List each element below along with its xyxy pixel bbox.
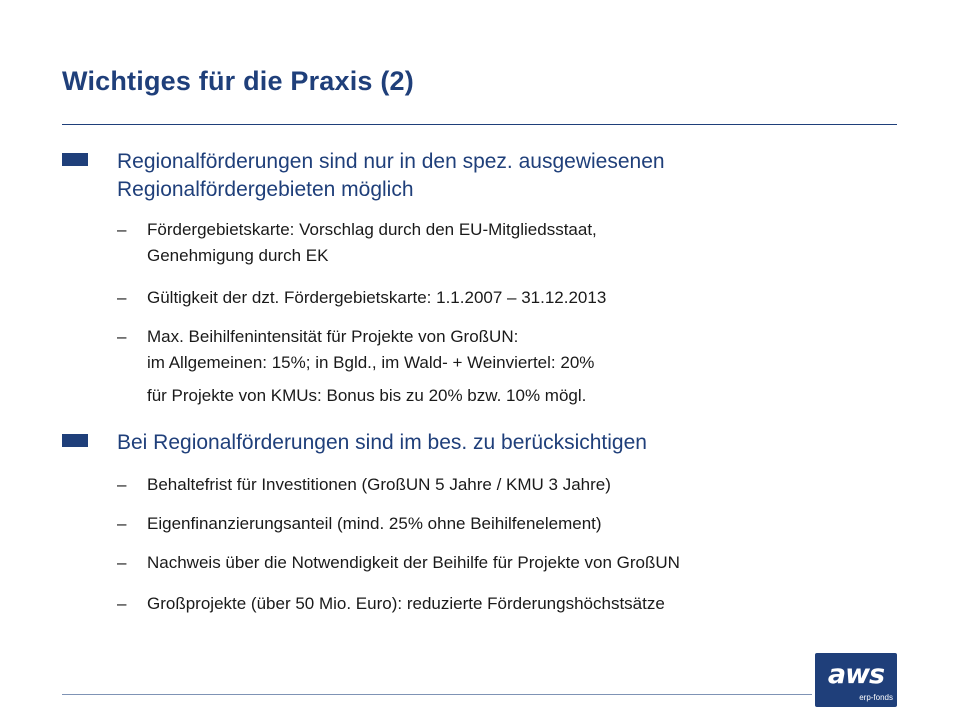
sub-item-text: Großprojekte (über 50 Mio. Euro): reduzierte Förderungshöchstsätze bbox=[147, 594, 665, 613]
sub-item-text: Eigenfinanzierungsanteil (mind. 25% ohne Beihilfenelement) bbox=[147, 514, 602, 533]
bullet-text-line1: Regionalförderungen sind nur in den spez. ausgewiesenen bbox=[117, 150, 665, 173]
dash-marker: – bbox=[117, 288, 127, 307]
sub-item-text: für Projekte von KMUs: Bonus bis zu 20% bzw. 10% mögl. bbox=[147, 386, 587, 405]
sub-item-text: Gültigkeit der dzt. Fördergebietskarte: 1.1.2007 – 31.12.2013 bbox=[147, 288, 607, 307]
dash-marker: – bbox=[117, 475, 127, 494]
square-bullet-icon bbox=[62, 153, 88, 166]
dash-marker: – bbox=[117, 594, 127, 613]
sub-item-text: Genehmigung durch EK bbox=[147, 246, 329, 265]
bullet-text-line1: Bei Regionalförderungen sind im bes. zu berücksichtigen bbox=[117, 431, 647, 454]
footer-divider bbox=[62, 694, 812, 695]
logo-tagline: erp-fonds bbox=[859, 693, 893, 702]
aws-logo bbox=[815, 653, 897, 707]
dash-marker: – bbox=[117, 553, 127, 572]
sub-item-text: Nachweis über die Notwendigkeit der Beihilfe für Projekte von GroßUN bbox=[147, 553, 680, 572]
square-bullet-icon bbox=[62, 434, 88, 447]
dash-marker: – bbox=[117, 514, 127, 533]
sub-item-text: im Allgemeinen: 15%; in Bgld., im Wald- + Weinviertel: 20% bbox=[147, 353, 595, 372]
dash-marker: – bbox=[117, 220, 127, 239]
title-divider bbox=[62, 124, 897, 125]
sub-item-text: Behaltefrist für Investitionen (GroßUN 5 Jahre / KMU 3 Jahre) bbox=[147, 475, 611, 494]
sub-item-text: Fördergebietskarte: Vorschlag durch den EU-Mitgliedsstaat, bbox=[147, 220, 597, 239]
slide-title: Wichtiges für die Praxis (2) bbox=[62, 66, 414, 96]
logo-wordmark: aws bbox=[827, 659, 885, 690]
sub-item-text: Max. Beihilfenintensität für Projekte von GroßUN: bbox=[147, 327, 519, 346]
bullet-text-line2: Regionalfördergebieten möglich bbox=[117, 178, 414, 201]
dash-marker: – bbox=[117, 327, 127, 346]
